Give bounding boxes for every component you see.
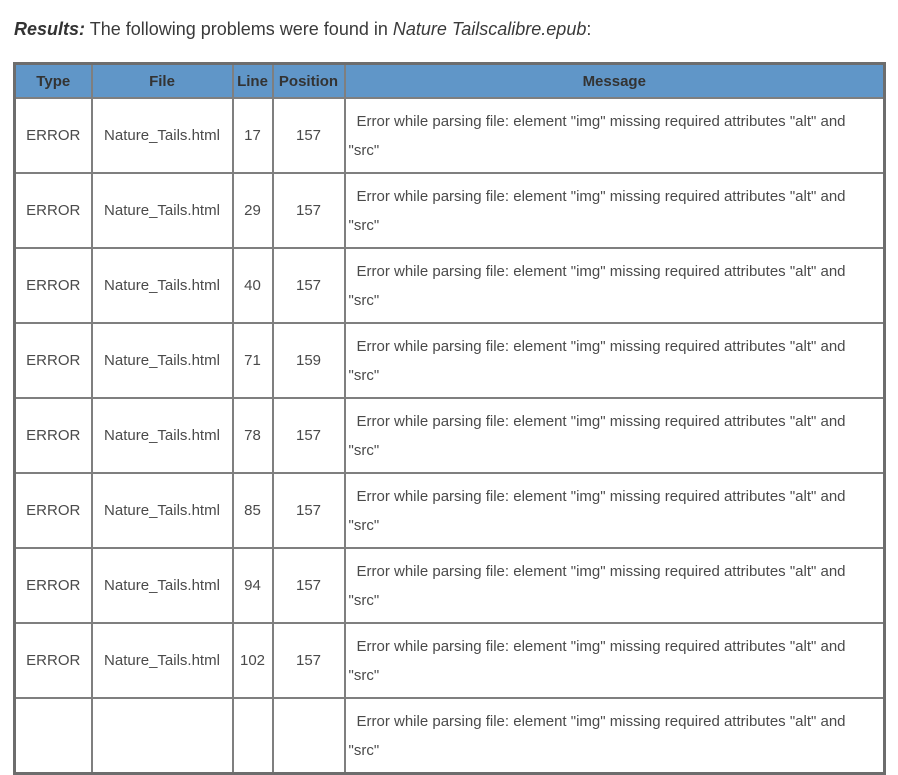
type-cell: ERROR: [15, 323, 92, 398]
results-colon: :: [586, 19, 592, 39]
line-cell: 78: [233, 398, 273, 473]
line-cell: 29: [233, 173, 273, 248]
table-row: [15, 473, 885, 548]
column-header-type: Type: [15, 64, 92, 99]
message-cell: Error while parsing file: element "img" missing required attributes "alt" and "src": [345, 698, 885, 774]
message-cell: Error while parsing file: element "img" missing required attributes "alt" and "src": [345, 98, 885, 173]
column-header-position: Position: [273, 64, 345, 99]
table-row: [15, 548, 885, 623]
file-cell: Nature_Tails.html: [92, 323, 233, 398]
file-cell: Nature_Tails.html: [92, 398, 233, 473]
type-cell: ERROR: [15, 398, 92, 473]
file-cell: Nature_Tails.html: [92, 548, 233, 623]
line-cell: [233, 698, 273, 774]
line-cell: 17: [233, 98, 273, 173]
file-cell: Nature_Tails.html: [92, 623, 233, 698]
file-cell: Nature_Tails.html: [92, 473, 233, 548]
position-cell: 159: [273, 323, 345, 398]
type-cell: ERROR: [15, 248, 92, 323]
column-header-file: File: [92, 64, 233, 99]
position-cell: 157: [273, 623, 345, 698]
type-cell: ERROR: [15, 623, 92, 698]
type-cell: ERROR: [15, 548, 92, 623]
results-description: The following problems were found in: [89, 19, 388, 39]
column-header-line: Line: [233, 64, 273, 99]
column-header-message: Message: [345, 64, 885, 99]
table-row: [15, 323, 885, 398]
message-cell: Error while parsing file: element "img" missing required attributes "alt" and "src": [345, 323, 885, 398]
table-row: [15, 248, 885, 323]
message-cell: Error while parsing file: element "img" missing required attributes "alt" and "src": [345, 473, 885, 548]
line-cell: 71: [233, 323, 273, 398]
position-cell: 157: [273, 548, 345, 623]
line-cell: 94: [233, 548, 273, 623]
table-header-row: [15, 64, 885, 99]
table-row: [15, 98, 885, 173]
results-heading: [14, 16, 886, 42]
file-cell: Nature_Tails.html: [92, 248, 233, 323]
message-cell: Error while parsing file: element "img" missing required attributes "alt" and "src": [345, 398, 885, 473]
position-cell: 157: [273, 173, 345, 248]
file-cell: [92, 698, 233, 774]
position-cell: 157: [273, 98, 345, 173]
position-cell: 157: [273, 398, 345, 473]
file-cell: Nature_Tails.html: [92, 98, 233, 173]
message-cell: Error while parsing file: element "img" missing required attributes "alt" and "src": [345, 248, 885, 323]
file-cell: Nature_Tails.html: [92, 173, 233, 248]
line-cell: 102: [233, 623, 273, 698]
epub-filename: Nature Tailscalibre.epub: [392, 19, 587, 39]
position-cell: 157: [273, 473, 345, 548]
type-cell: ERROR: [15, 98, 92, 173]
position-cell: 157: [273, 248, 345, 323]
table-row: [15, 398, 885, 473]
position-cell: [273, 698, 345, 774]
table-row: [15, 173, 885, 248]
type-cell: [15, 698, 92, 774]
type-cell: ERROR: [15, 173, 92, 248]
message-cell: Error while parsing file: element "img" missing required attributes "alt" and "src": [345, 173, 885, 248]
problems-table: [13, 62, 886, 775]
line-cell: 85: [233, 473, 273, 548]
type-cell: ERROR: [15, 473, 92, 548]
message-cell: Error while parsing file: element "img" missing required attributes "alt" and "src": [345, 623, 885, 698]
table-row-partial: [15, 698, 885, 774]
message-cell: Error while parsing file: element "img" missing required attributes "alt" and "src": [345, 548, 885, 623]
results-label: Results:: [14, 19, 86, 39]
table-row: [15, 623, 885, 698]
line-cell: 40: [233, 248, 273, 323]
